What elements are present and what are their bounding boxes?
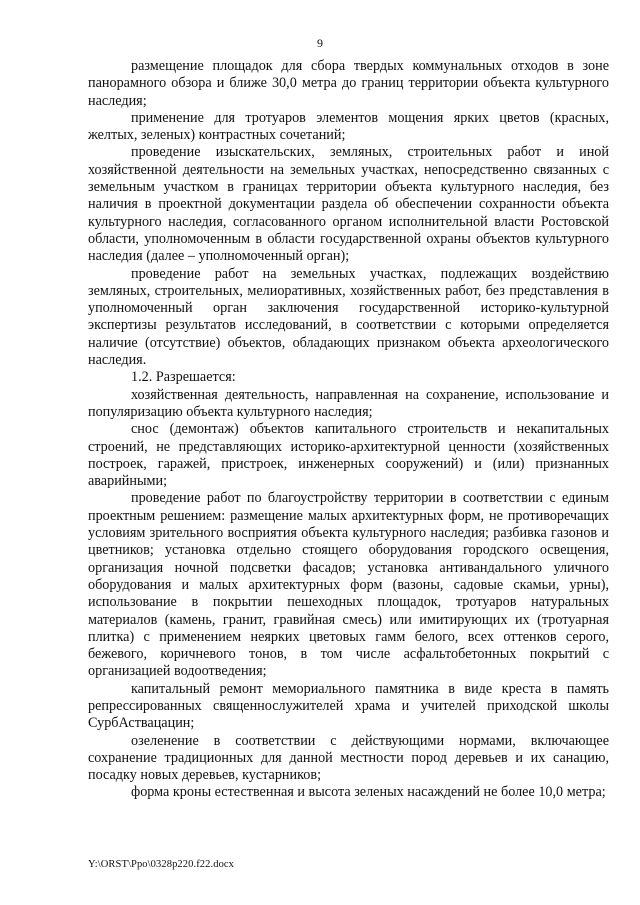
section-heading: 1.2. Разрешается: — [131, 369, 236, 386]
paragraph: капитальный ремонт мемориального памятника в виде креста в память репрессированных священнослужителей храма и учителей приходской школы СурбАствацацин; — [88, 680, 609, 732]
page-number: 9 — [317, 36, 323, 50]
paragraph: проведение изыскательских, земляных, строительных работ и иной хозяйственной деятельности на земельных участках, непосредственно связанных с земельным участком в границах территории объекта культурного наследия, без наличия в проектной документации раздела об обеспечении сохранности объекта культурного наследия, согласованного органом исполнительной власти Ростовской области, уполномоченным в области государственной охраны объектов культурного наследия (далее – уполномоченный орган); — [88, 144, 609, 265]
paragraph: хозяйственная деятельность, направленная на сохранение, использование и популяризацию объекта культурного наследия; — [88, 386, 609, 420]
paragraph: снос (демонтаж) объектов капитального строительств и некапитальных строений, не представляющих историко-архитектурной ценности (хозяйственных построек, гаражей, пристроек, инженерных сооружений) и (или) признанных аварийными; — [88, 421, 609, 490]
paragraph: проведение работ по благоустройству территории в соответствии с единым проектным решением: размещение малых архитектурных форм, не противоречащих условиям зрительного восприятия объекта культурного наследия; разбивка газонов и цветников; установка отдельно стоящего оборудования городского освещения, организация ночной подсветки фасадов; установка антивандального уличного оборудования и малых архитектурных форм (вазоны, садовые скамьи, урны), использование в покрытии пешеходных площадок, тротуаров натуральных материалов (камень, гранит, гравийная смесь) или имитирующих их (тротуарная плитка) с применением неярких цветовых гамм белого, всех оттенков серого, бежевого, коричневого тонов, в том числе асфальтобетонных покрытий с организацией водоотведения; — [88, 490, 609, 680]
document-body — [88, 58, 609, 802]
paragraph: озеленение в соответствии с действующими нормами, включающее сохранение традиционных для данной местности пород деревьев и их санацию, посадку новых деревьев, кустарников; — [88, 732, 609, 784]
paragraph: форма кроны естественная и высота зеленых насаждений не более 10,0 метра; — [131, 784, 606, 801]
footer-file-path: Y:\ORST\Ppo\0328p220.f22.docx — [88, 859, 235, 870]
paragraph: применение для тротуаров элементов мощения ярких цветов (красных, желтых, зеленых) контрастных сочетаний; — [88, 109, 609, 144]
paragraph: проведение работ на земельных участках, подлежащих воздействию земляных, строительных, мелиоративных, хозяйственных работ, без представления в уполномоченный орган заключения государственной историко-культурной экспертизы результатов исследований, в соответствии с которыми определяется наличие (отсутствие) объектов, обладающих признаком объекта археологического наследия. — [88, 265, 609, 369]
paragraph: размещение площадок для сбора твердых коммунальных отходов в зоне панорамного обзора и ближе 30,0 метра до границ территории объекта культурного наследия; — [88, 58, 609, 109]
